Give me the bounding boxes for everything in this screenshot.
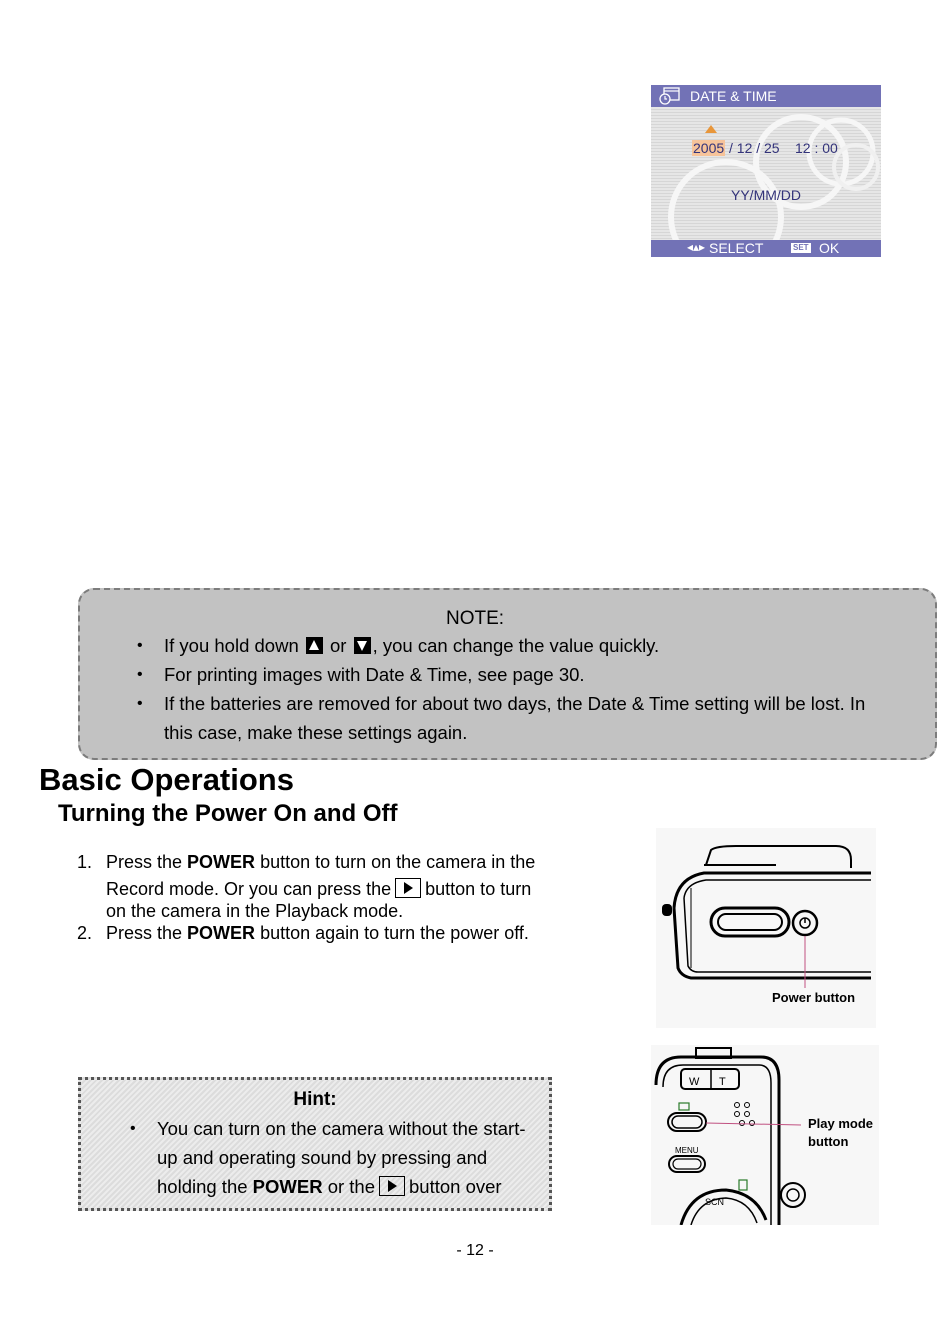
hint-title: Hint: — [293, 1089, 337, 1110]
set-key-icon: SET — [793, 243, 809, 252]
step-2: Press the POWER button again to turn the power off. — [106, 923, 529, 943]
subsection-title: Turning the Power On and Off — [58, 800, 398, 827]
lcd-header-bar — [651, 85, 881, 107]
page-number: - 12 - — [456, 1242, 494, 1259]
four-way-arrow-icon: ◂▴▸ — [687, 240, 706, 254]
lcd-time: 12 : 00 — [795, 140, 838, 156]
date-time-lcd-screen — [651, 85, 881, 257]
down-arrow-button-icon — [354, 637, 371, 654]
svg-text:SCN: SCN — [705, 1197, 725, 1207]
step-1: Press the POWER button to turn on the camera in the Record mode. Or you can press the button to turn on the camera in the Playback mode. — [106, 852, 536, 921]
svg-text:MENU: MENU — [675, 1146, 699, 1155]
lcd-body — [651, 107, 881, 240]
lcd-select-label: SELECT — [709, 240, 764, 256]
section-title: Basic Operations — [39, 762, 294, 797]
lcd-title: DATE & TIME — [690, 88, 777, 104]
step-number: 1. — [77, 852, 93, 872]
power-button-caption: Power button — [772, 990, 856, 1005]
lcd-month-day: / 12 / 25 — [729, 140, 780, 156]
bullet: • — [137, 695, 143, 712]
lcd-date-format: YY/MM/DD — [731, 187, 801, 203]
bullet: • — [137, 666, 143, 683]
play-button-icon — [379, 1176, 405, 1196]
up-arrow-button-icon — [306, 637, 323, 654]
note-title: NOTE: — [445, 608, 505, 629]
play-mode-caption: Play mode button — [808, 1116, 874, 1149]
lcd-footer-bar — [651, 240, 881, 257]
note-item-1: If you hold down or , you can change the value quickly. — [164, 635, 660, 656]
bullet: • — [137, 637, 143, 654]
svg-text:W: W — [689, 1076, 700, 1088]
lcd-background-rings — [651, 107, 881, 240]
lcd-year: 2005 — [693, 140, 725, 156]
svg-text:T: T — [719, 1076, 726, 1088]
note-item-3: If the batteries are removed for about two days, the Date & Time setting will be lost. In this case, make these settings again. — [164, 693, 866, 743]
calendar-clock-icon — [659, 87, 681, 105]
play-button-icon — [395, 878, 421, 898]
step-number: 2. — [77, 923, 93, 943]
lcd-ok-label: OK — [819, 240, 840, 256]
bullet: • — [130, 1120, 136, 1137]
note-item-2: For printing images with Date & Time, see page 30. — [164, 664, 585, 685]
hint-text: You can turn on the camera without the start- up and operating sound by pressing and holding the POWER or the button over — [157, 1118, 526, 1197]
